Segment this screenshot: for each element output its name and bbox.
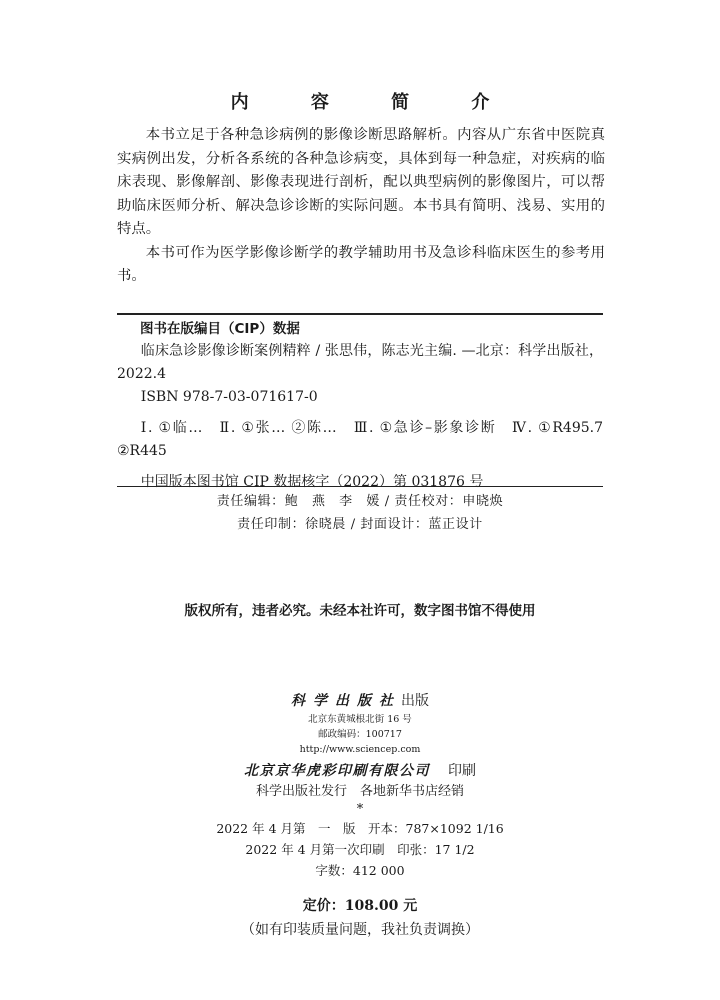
cip-bottom-divider xyxy=(117,486,603,487)
copyright-notice: 版权所有，违者必究。未经本社许可，数字图书馆不得使用 xyxy=(184,603,536,619)
cip-book-info: 临床急诊影像诊断案例精粹 / 张思伟，陈志光主编. —北京：科学出版社，2022.4 xyxy=(117,343,603,382)
publisher-suffix: 出版 xyxy=(401,693,429,709)
cip-isbn: ISBN 978-7-03-071617-0 xyxy=(140,389,318,405)
cip-classification: Ⅰ. ①临… Ⅱ. ①张… ②陈… Ⅲ. ①急诊–影象诊断 Ⅳ. ①R495.7 ②R445 xyxy=(117,420,603,459)
cip-number: 中国版本图书馆 CIP 数据核字（2022）第 031876 号 xyxy=(140,474,484,490)
publisher-postcode: 邮政编码：100717 xyxy=(318,729,402,740)
printer-logo-text: 北京京华虎彩印刷有限公司 xyxy=(244,763,430,779)
intro-paragraph-1: 本书立足于各种急诊病例的影像诊断思路解析。内容从广东省中医院真实病例出发，分析各系统的各种急诊病变，具体到每一种急症，对疾病的临床表现、影像解剖、影像表现进行剖析，配以典型病例的影像图片，可以帮助临床医师分析、解决急诊诊断的实际问题。本书具有简明、浅易、实用的特点。 xyxy=(117,127,605,237)
publisher-logo-text: 科学出版社 xyxy=(291,693,401,709)
printer-line xyxy=(0,760,720,782)
intro-paragraph-2: 本书可作为医学影像诊断学的教学辅助用书及急诊科临床医生的参考用书。 xyxy=(117,244,605,284)
publisher-line xyxy=(0,690,720,712)
cip-heading: 图书在版编目（CIP）数据 xyxy=(140,321,300,337)
spec-edition: 2022 年 4 月第 一 版 开本：787×1092 1/16 xyxy=(216,821,504,836)
page-title: 内 容 简 介 xyxy=(230,92,518,113)
printer-suffix: 印刷 xyxy=(448,763,476,779)
price: 定价：108.00 元 xyxy=(302,898,418,914)
publisher-address: 北京东黄城根北街 16 号 xyxy=(308,714,412,725)
separator-star: * xyxy=(356,802,364,817)
replacement-note: （如有印装质量问题，我社负责调换） xyxy=(241,922,479,938)
distribution-line: 科学出版社发行 各地新华书店经销 xyxy=(255,784,464,799)
staff-line-production: 责任印制：徐晓晨 / 封面设计：蓝正设计 xyxy=(237,517,483,532)
staff-line-editors: 责任编辑：鲍 燕 李 媛 / 责任校对：申晓焕 xyxy=(216,494,504,509)
staff-credits xyxy=(117,490,603,536)
spec-printing: 2022 年 4 月第一次印刷 印张：17 1/2 xyxy=(245,842,475,857)
spec-word-count: 字数：412 000 xyxy=(315,863,405,878)
cip-top-divider xyxy=(117,313,603,315)
edition-specs xyxy=(0,818,720,881)
cip-block xyxy=(117,340,603,494)
intro-section xyxy=(117,124,605,289)
imprint-block xyxy=(0,690,720,941)
publisher-website: http://www.sciencep.com xyxy=(299,744,421,755)
